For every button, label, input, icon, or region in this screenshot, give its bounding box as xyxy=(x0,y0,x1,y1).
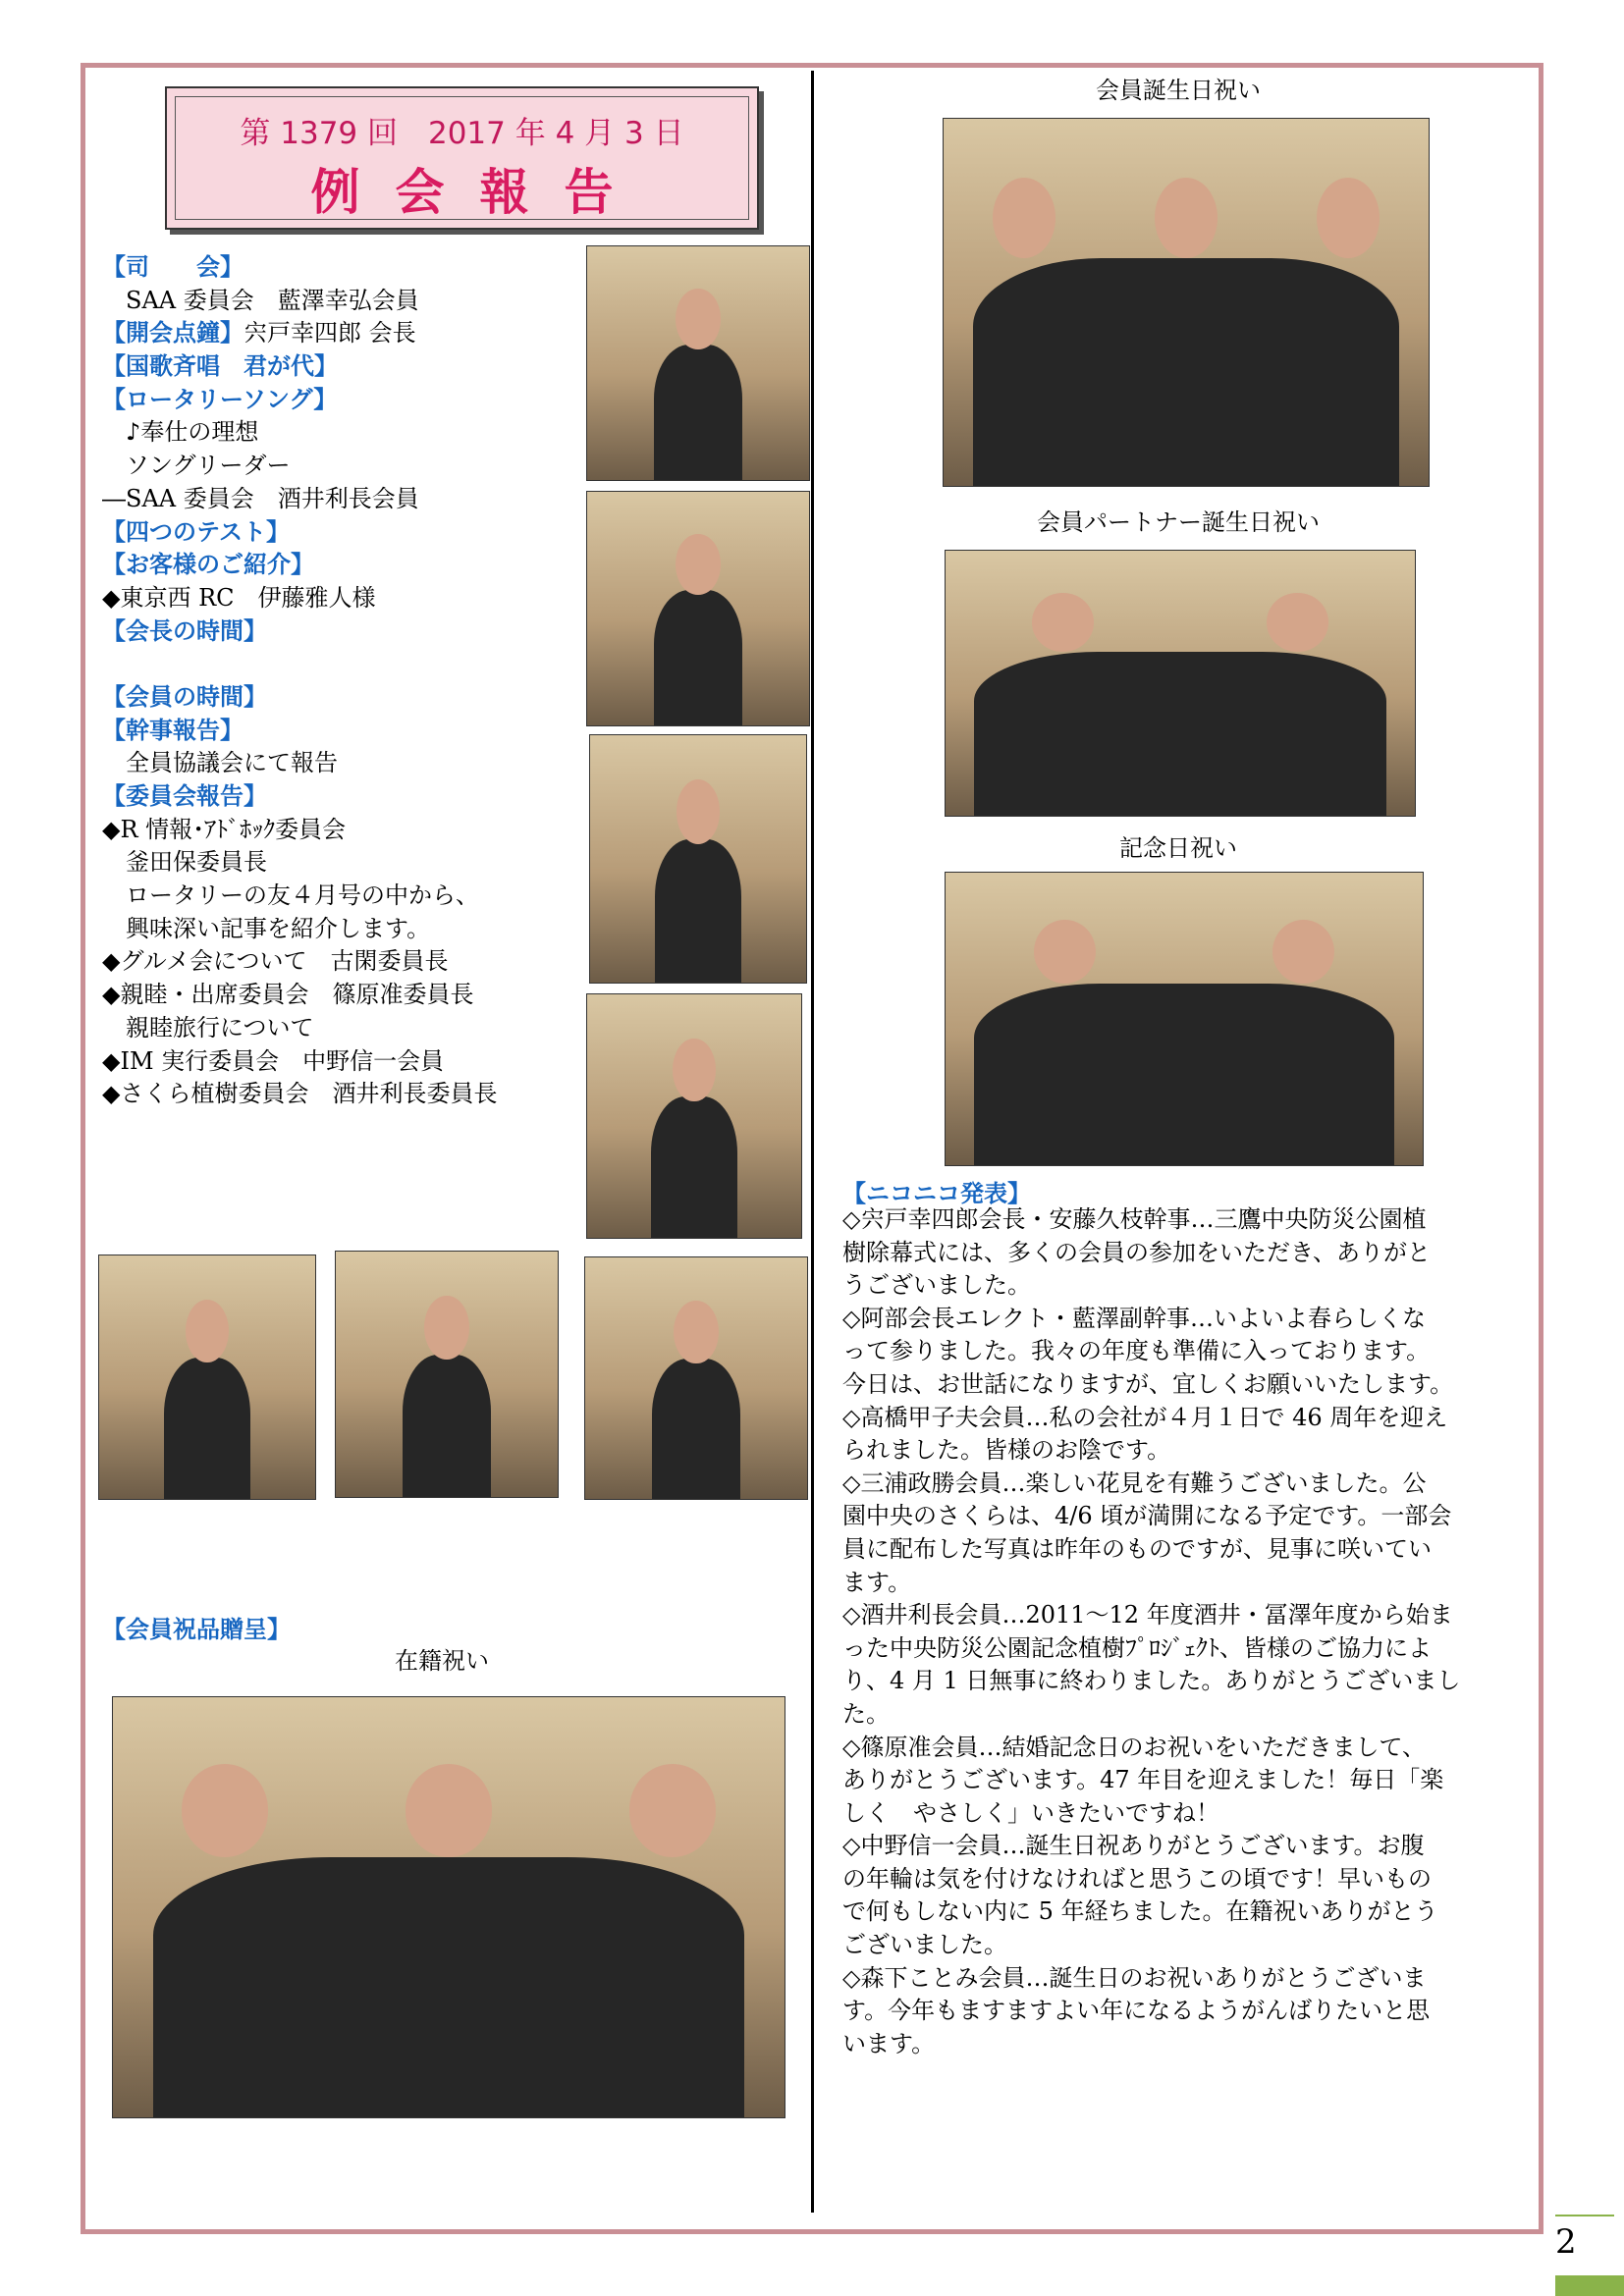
program-spacer xyxy=(102,648,583,681)
group-faces xyxy=(946,593,1415,651)
program-line: SAA 委員会 藍澤幸弘会員 xyxy=(126,286,419,314)
program-line: 釜田保委員長 xyxy=(126,848,267,877)
nikoniko-line: います。 xyxy=(842,2029,936,2057)
program-heading: 【国歌斉唱 君が代】 xyxy=(102,352,338,381)
report-title-box xyxy=(165,86,759,230)
gifts-heading: 【会員祝品贈呈】 xyxy=(102,1616,291,1643)
group-faces xyxy=(944,178,1429,258)
nikoniko-line: ◇三浦政勝会員…楽しい花見を有難うございました。公 xyxy=(842,1468,1427,1497)
program-heading: 【お客様のご紹介】 xyxy=(102,551,314,579)
nikoniko-line: す。今年もますますよい年になるようがんばりたいと思 xyxy=(842,1997,1431,2025)
nikoniko-line: 員に配布した写真は昨年のものですが、見事に咲いてい xyxy=(842,1534,1432,1563)
program-line: 興味深い記事を紹介します。 xyxy=(126,914,431,942)
program-line: ♪奉仕の理想 xyxy=(126,418,259,447)
program-heading: 【司 会】 xyxy=(102,253,244,281)
nikoniko-line: ◇中野信一会員…誕生日祝ありがとうございます。お腹 xyxy=(842,1832,1425,1860)
program-heading: 【幹事報告】 xyxy=(102,716,244,744)
nikoniko-line: しく やさしく」いきたいですね！ xyxy=(842,1798,1219,1827)
nikoniko-line: ◇阿部会長エレクト・藍澤副幹事…いよいよ春らしくな xyxy=(842,1304,1426,1332)
photo-speaker-2 xyxy=(335,1251,559,1498)
nikoniko-line: って参りました。我々の年度も準備に入っております。 xyxy=(842,1337,1431,1365)
nikoniko-line: で何もしない内に 5 年経ちました。在籍祝いありがとう xyxy=(842,1897,1438,1926)
program-heading: 【会員の時間】 xyxy=(102,682,267,711)
program-list xyxy=(102,251,583,1111)
photo-birthday-group xyxy=(943,118,1430,487)
nikoniko-line: り、4 月 1 日無事に終わりました。ありがとうございまし xyxy=(842,1667,1461,1695)
nikoniko-line: 今日は、お世話になりますが、宜しくお願いいたします。 xyxy=(842,1369,1454,1398)
program-line: ◆さくら植樹委員会 酒井利長委員長 xyxy=(102,1080,498,1108)
program-line: 全員協議会にて報告 xyxy=(126,749,338,777)
photo-president xyxy=(586,491,810,726)
program-heading: 【会長の時間】 xyxy=(102,616,267,645)
program-line: ソングリーダー xyxy=(126,452,291,480)
page-number-rule xyxy=(1555,2215,1614,2216)
photo-partner-group xyxy=(945,550,1416,817)
program-detail: 宍戸幸四郎 会長 xyxy=(244,319,416,347)
nikoniko-line: ございました。 xyxy=(842,1931,1007,1959)
nikoniko-line: の年輪は気を付けなければと思うこの頃です！早いもの xyxy=(842,1864,1432,1893)
meeting-date-title: 第 1379 回 2017 年 4 月 3 日 xyxy=(240,116,684,151)
nikoniko-line: ◇篠原准会員…結婚記念日のお祝いをいただきまして、 xyxy=(842,1733,1426,1761)
birthday-caption: 会員誕生日祝い xyxy=(1096,77,1261,104)
program-heading: 【ロータリーソング】 xyxy=(102,385,338,413)
nikoniko-heading: 【ニコニコ発表】 xyxy=(842,1180,1031,1207)
program-heading: 【開会点鐘】 xyxy=(102,319,244,347)
anniversary-caption: 記念日祝い xyxy=(1119,834,1237,862)
nikoniko-line: ◇森下ことみ会員…誕生日のお祝いありがとうございま xyxy=(842,1963,1427,1992)
nikoniko-line: ありがとうございます。47 年目を迎えました！毎日「楽 xyxy=(842,1766,1444,1794)
page-corner-decoration xyxy=(1555,2275,1624,2296)
program-heading: 【委員会報告】 xyxy=(102,782,267,810)
nikoniko-line: うございました。 xyxy=(842,1271,1031,1300)
program-line: ◆親睦・出席委員会 篠原准委員長 xyxy=(102,981,474,1009)
program-line: ◆IM 実行委員会 中野信一会員 xyxy=(102,1046,445,1075)
nikoniko-line: ◇高橋甲子夫会員…私の会社が４月１日で 46 周年を迎え xyxy=(842,1403,1448,1431)
program-line: ロータリーの友４月号の中から、 xyxy=(126,881,479,910)
photo-zaiseki-group xyxy=(112,1696,785,2118)
zaiseki-caption: 在籍祝い xyxy=(395,1647,489,1675)
photo-member-speaker xyxy=(586,993,802,1239)
nikoniko-line: 園中央のさくらは、4/6 頃が満開になる予定です。一部会 xyxy=(842,1502,1452,1530)
nikoniko-line: られました。皆様のお陰です。 xyxy=(842,1436,1171,1465)
photo-speaker-3 xyxy=(584,1256,808,1500)
nikoniko-line: ます。 xyxy=(842,1568,912,1596)
group-faces xyxy=(113,1764,785,1856)
report-title: 例会報告 xyxy=(310,164,649,221)
partner-caption: 会員パートナー誕生日祝い xyxy=(1037,508,1320,536)
photo-host xyxy=(586,245,810,481)
program-heading: 【四つのテスト】 xyxy=(102,517,291,546)
program-line: ◆R 情報･ｱﾄﾞﾎｯｸ委員会 xyxy=(102,815,347,843)
photo-speaker-1 xyxy=(98,1255,316,1500)
nikoniko-line: 樹除幕式には、多くの会員の参加をいただき、ありがと xyxy=(842,1238,1432,1266)
program-line: 親睦旅行について xyxy=(126,1013,314,1041)
nikoniko-list xyxy=(842,1203,1545,2060)
group-faces xyxy=(946,920,1423,985)
photo-committee-chair xyxy=(589,734,807,984)
program-line: ―SAA 委員会 酒井利長会員 xyxy=(102,484,419,512)
nikoniko-line: た。 xyxy=(842,1699,890,1728)
photo-anniversary-group xyxy=(945,872,1424,1166)
program-line: ◆東京西 RC 伊藤雅人様 xyxy=(102,583,376,612)
nikoniko-line: ◇宍戸幸四郎会長・安藤久枝幹事…三鷹中央防災公園植 xyxy=(842,1205,1427,1233)
nikoniko-line: った中央防災公園記念植樹ﾌﾟﾛｼﾞｪｸﾄ、皆様のご協力によ xyxy=(842,1633,1432,1662)
page-number: 2 xyxy=(1555,2222,1577,2262)
program-line xyxy=(102,317,583,350)
program-line: ◆グルメ会について 古閑委員長 xyxy=(102,947,449,976)
column-divider xyxy=(811,71,814,2213)
nikoniko-line: ◇酒井利長会員…2011～12 年度酒井・冨澤年度から始ま xyxy=(842,1601,1453,1629)
